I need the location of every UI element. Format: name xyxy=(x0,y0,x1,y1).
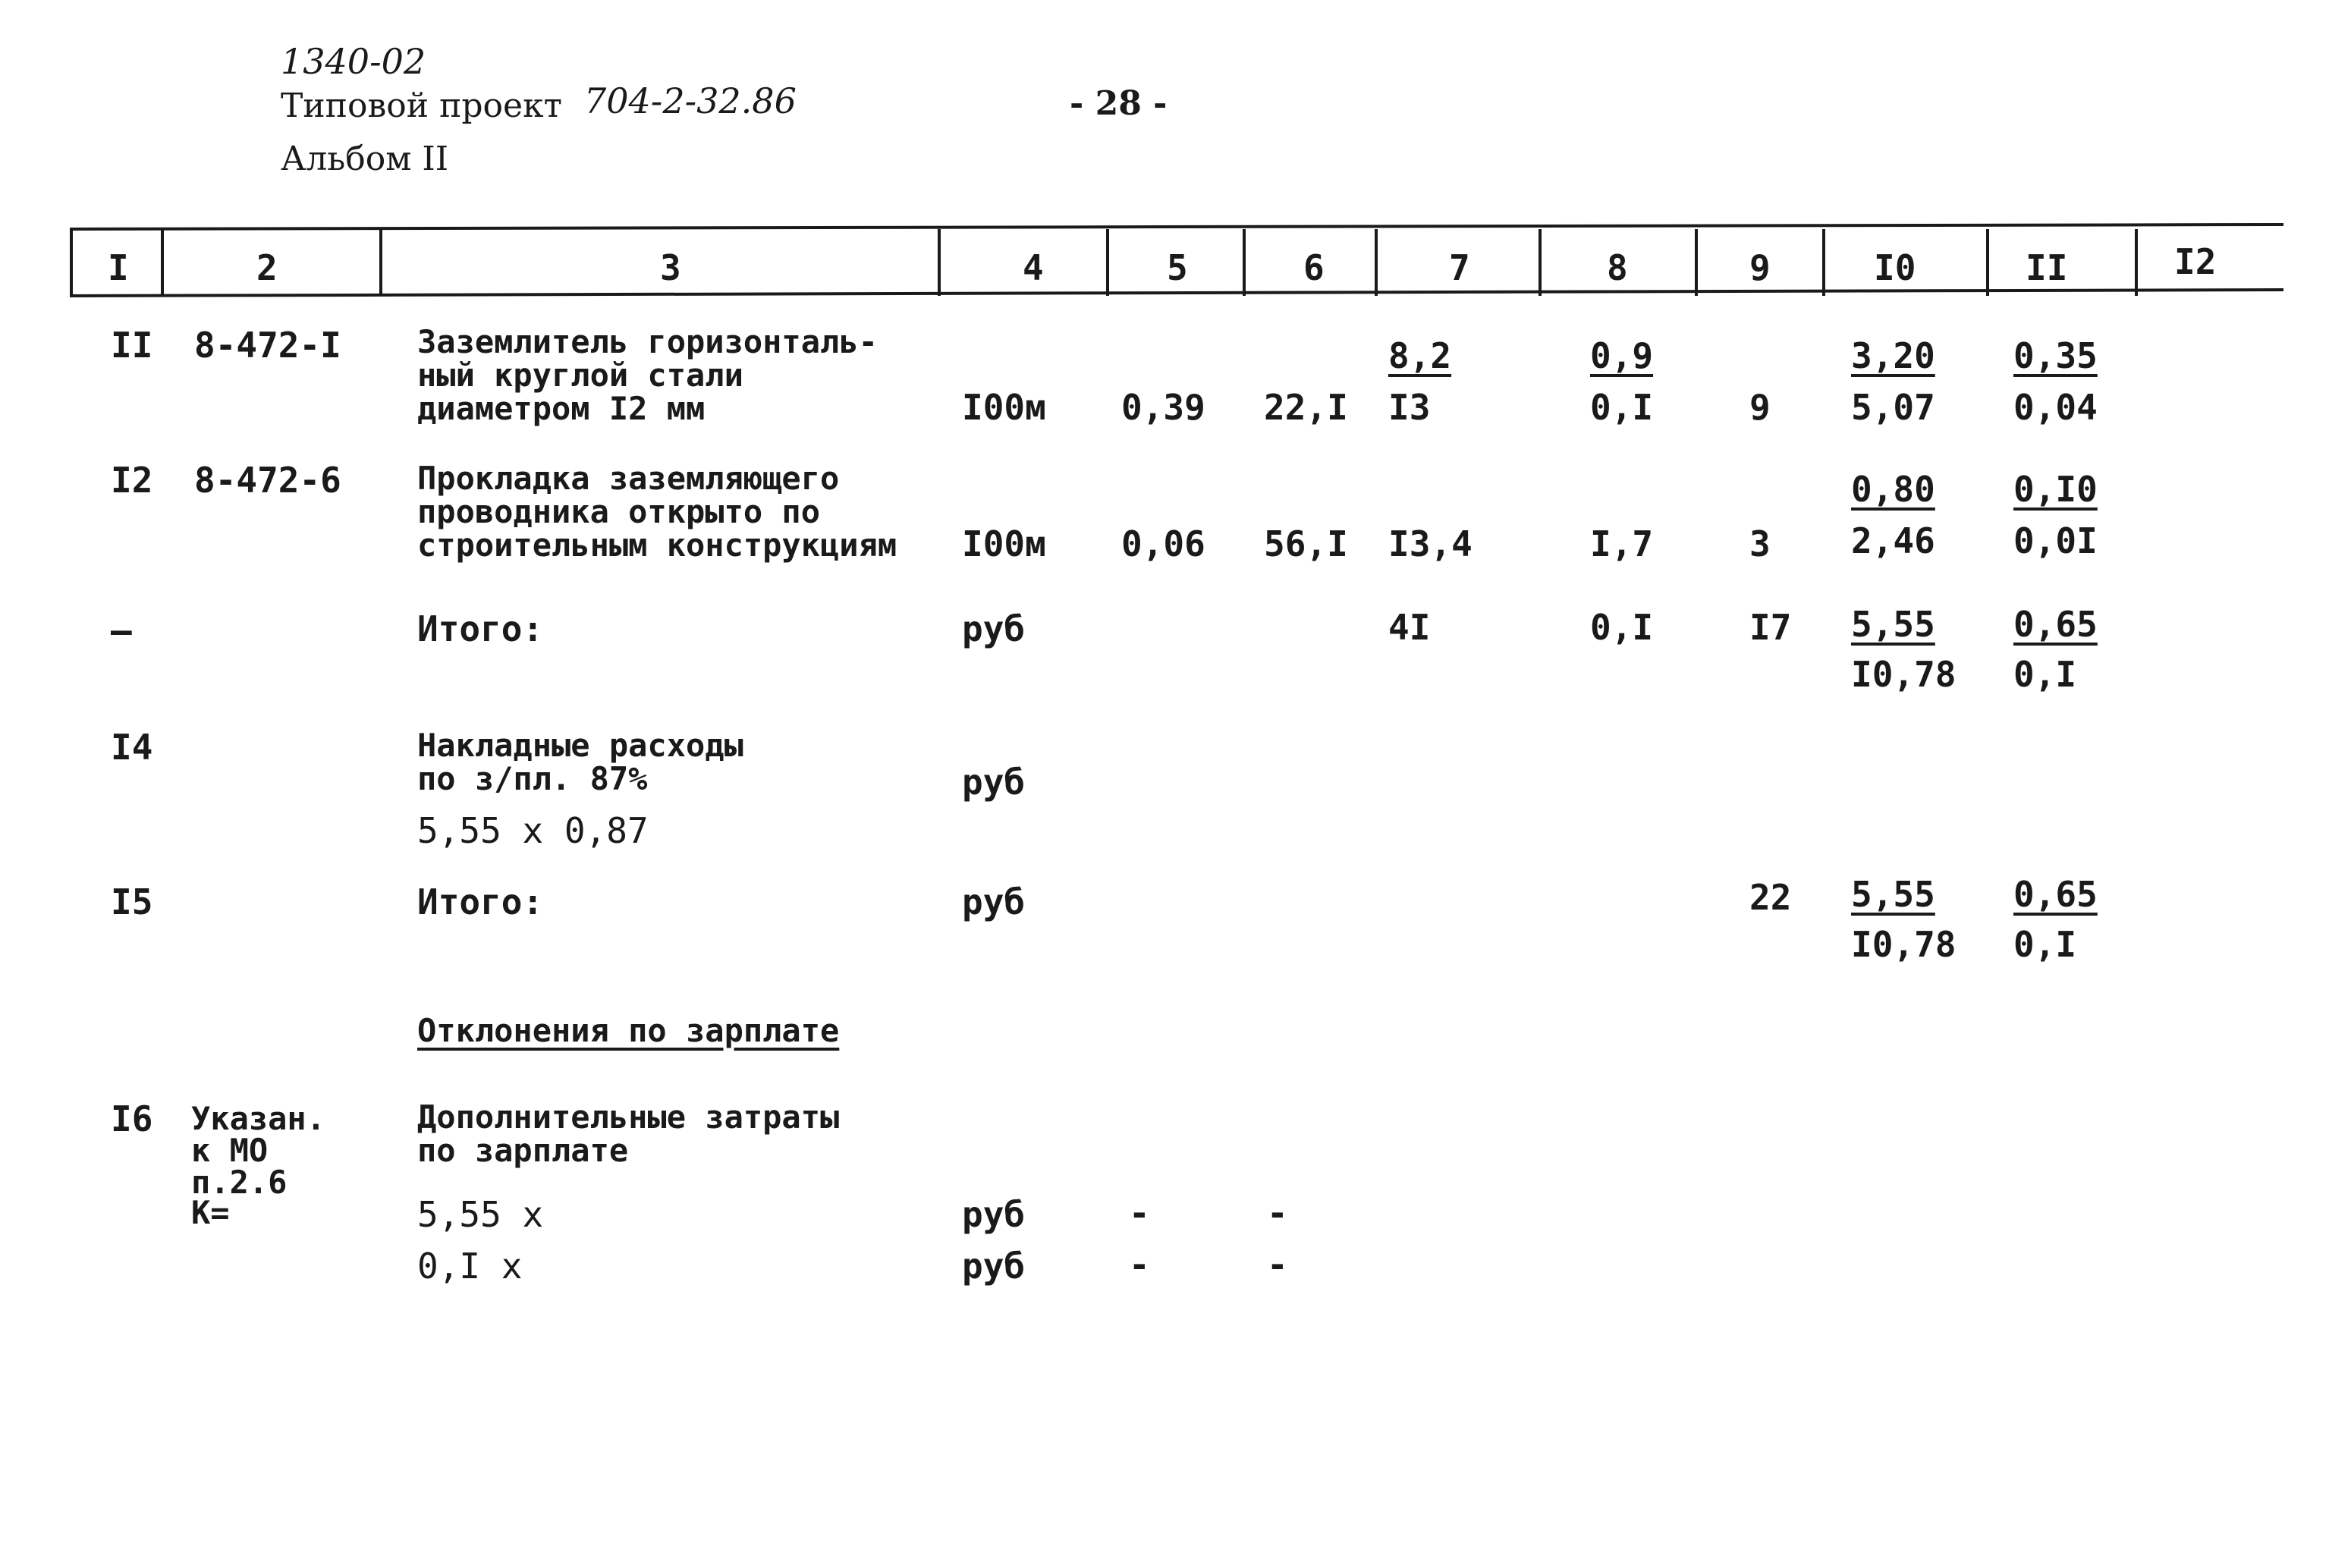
row-description: Накладные расходы xyxy=(417,727,743,764)
row-description: диаметром I2 мм xyxy=(417,390,706,427)
column-header: I2 xyxy=(2174,241,2217,282)
row-description: по з/пл. 87% xyxy=(417,760,648,797)
row-col6: 22,I xyxy=(1264,387,1348,428)
row-col10-bottom: I0,78 xyxy=(1851,654,1957,695)
column-header: 3 xyxy=(660,247,681,288)
row-number: I4 xyxy=(111,727,153,768)
row-col10-bottom: I0,78 xyxy=(1851,924,1957,965)
row-reference: к МО xyxy=(191,1132,269,1169)
row-unit: I00м xyxy=(962,387,1046,428)
row-col10-top: 5,55 xyxy=(1851,604,1935,645)
row-description: Прокладка заземляющего xyxy=(417,460,840,497)
row-calculation: 5,55 x 0,87 xyxy=(417,810,649,851)
column-header: 6 xyxy=(1303,247,1325,288)
row-col11-bottom: 0,I xyxy=(2013,924,2077,965)
row-unit: руб xyxy=(962,881,1026,922)
row-col9: 22 xyxy=(1749,877,1792,918)
row-col7: 4I xyxy=(1388,607,1431,648)
row-reference: Указан. xyxy=(191,1100,326,1137)
row-description: по зарплате xyxy=(417,1132,629,1169)
row-col6: - xyxy=(1267,1244,1288,1285)
row-description: Итого: xyxy=(417,881,544,922)
column-header: I xyxy=(108,247,129,288)
row-calculation: 0,I x xyxy=(417,1246,523,1287)
row-unit: руб xyxy=(962,762,1026,803)
project-label: Типовой проект xyxy=(281,86,562,125)
row-col10-top: 0,80 xyxy=(1851,469,1935,510)
row-col10-bottom: 5,07 xyxy=(1851,387,1935,428)
row-description: ный круглой стали xyxy=(417,357,743,394)
project-number: 704-2-32.86 xyxy=(584,80,797,121)
column-header: 9 xyxy=(1749,247,1771,288)
album-label: Альбом II xyxy=(281,140,449,178)
row-col6: 56,I xyxy=(1264,523,1348,564)
row-col9: I7 xyxy=(1749,607,1792,648)
row-col11-top: 0,65 xyxy=(2013,604,2098,645)
column-header: II xyxy=(2026,247,2068,288)
section-title: Отклонения по зарплате xyxy=(417,1012,840,1049)
row-reference: п.2.6 xyxy=(191,1164,288,1201)
column-header: 2 xyxy=(256,247,278,288)
row-col10-bottom: 2,46 xyxy=(1851,520,1935,561)
row-col8: I,7 xyxy=(1590,523,1654,564)
row-description: проводника открыто по xyxy=(417,493,821,530)
column-header: 7 xyxy=(1449,247,1470,288)
row-unit: руб xyxy=(962,1246,1026,1287)
row-description: Дополнительные затраты xyxy=(417,1098,840,1136)
row-col7-bottom: I3 xyxy=(1388,387,1431,428)
row-col6: - xyxy=(1267,1192,1288,1233)
page-number: - 28 - xyxy=(1070,84,1168,123)
row-col11-top: 0,I0 xyxy=(2013,469,2098,510)
row-unit: I00м xyxy=(962,523,1046,564)
row-col7-top: 8,2 xyxy=(1388,335,1452,376)
row-number: I6 xyxy=(111,1098,153,1139)
row-description: Заземлитель горизонталь- xyxy=(417,323,878,360)
row-description: Итого: xyxy=(417,608,544,649)
column-header: 4 xyxy=(1023,247,1044,288)
doc-code: 1340-02 xyxy=(281,41,426,82)
row-col5: - xyxy=(1129,1192,1150,1233)
row-col9: 3 xyxy=(1749,523,1771,564)
row-col8: 0,I xyxy=(1590,607,1654,648)
row-number: II xyxy=(111,325,153,366)
column-header: 5 xyxy=(1167,247,1188,288)
row-unit: руб xyxy=(962,608,1026,649)
row-col5: 0,06 xyxy=(1121,523,1205,564)
row-unit: руб xyxy=(962,1194,1026,1235)
row-number: – xyxy=(111,610,132,651)
row-col8-bottom: 0,I xyxy=(1590,387,1654,428)
row-col7: I3,4 xyxy=(1388,523,1473,564)
row-number: I5 xyxy=(111,881,153,922)
row-description: строительным конструкциям xyxy=(417,526,897,564)
column-header: I0 xyxy=(1874,247,1916,288)
row-col5: - xyxy=(1129,1244,1150,1285)
row-col10-top: 5,55 xyxy=(1851,874,1935,915)
row-col9: 9 xyxy=(1749,387,1771,428)
column-header: 8 xyxy=(1607,247,1628,288)
row-code: 8-472-6 xyxy=(194,460,341,501)
row-col11-bottom: 0,0I xyxy=(2013,520,2098,561)
row-col10-top: 3,20 xyxy=(1851,335,1935,376)
row-col11-top: 0,35 xyxy=(2013,335,2098,376)
row-reference: К= xyxy=(191,1194,230,1231)
row-number: I2 xyxy=(111,460,153,501)
row-calculation: 5,55 x xyxy=(417,1194,544,1235)
row-code: 8-472-I xyxy=(194,325,341,366)
row-col5: 0,39 xyxy=(1121,387,1205,428)
row-col11-top: 0,65 xyxy=(2013,874,2098,915)
row-col11-bottom: 0,I xyxy=(2013,654,2077,695)
row-col8-top: 0,9 xyxy=(1590,335,1654,376)
row-col11-bottom: 0,04 xyxy=(2013,387,2098,428)
table-header-grid xyxy=(0,0,2329,319)
